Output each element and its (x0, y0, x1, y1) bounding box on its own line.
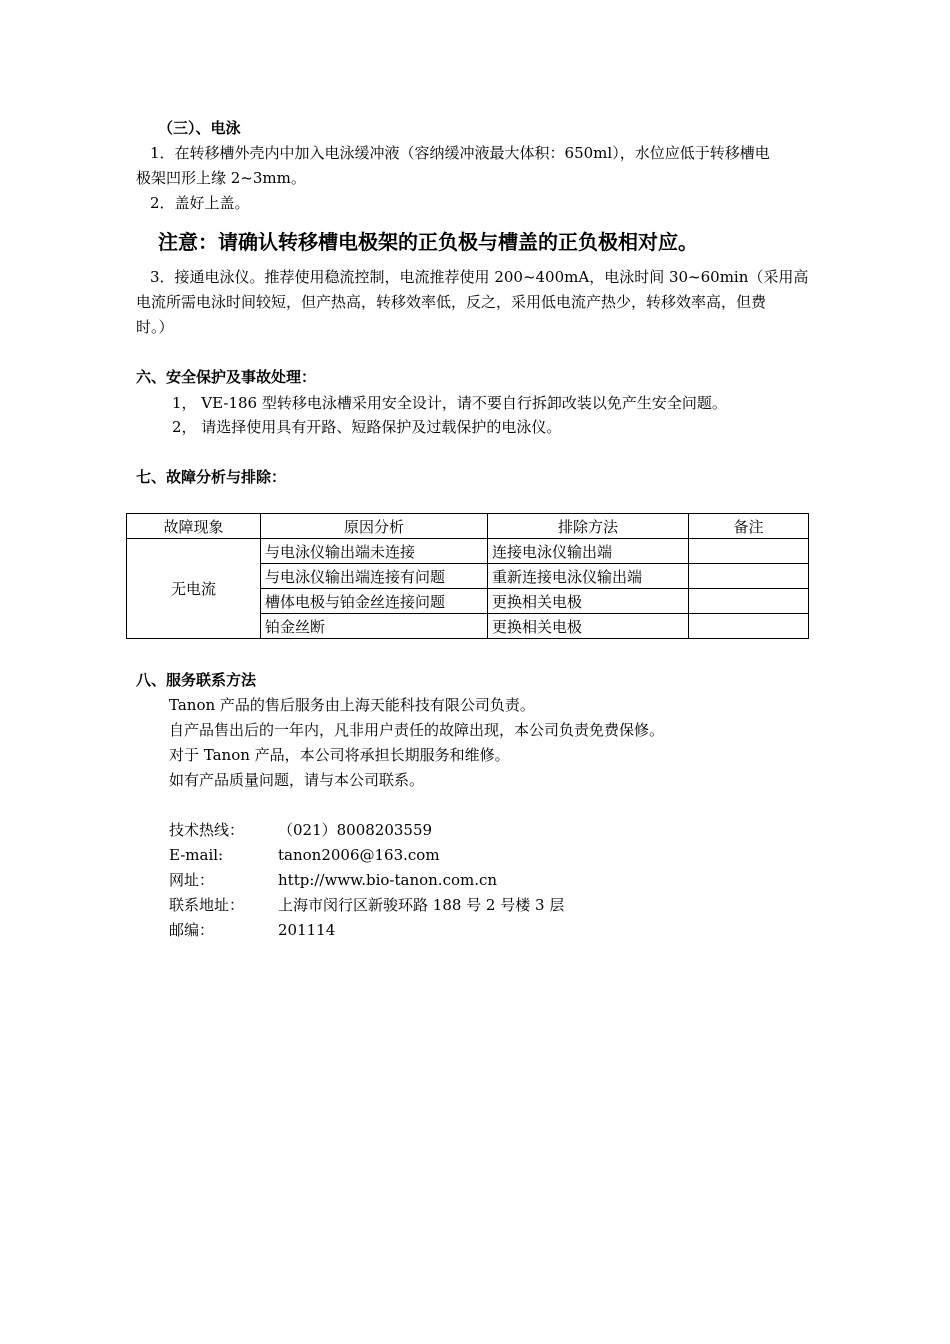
step-2: 2．盖好上盖。 (150, 194, 250, 212)
fix-cell: 重新连接电泳仪输出端 (488, 564, 689, 589)
header-cause: 原因分析 (261, 514, 488, 539)
fix-cell: 更换相关电极 (488, 589, 689, 614)
step-3-line-2: 电流所需电泳时间较短，但产热高，转移效率低，反之，采用低电流产热少，转移效率高，但费 (136, 293, 767, 311)
section-safety-title: 六、安全保护及事故处理： (136, 368, 317, 386)
header-symptom: 故障现象 (127, 514, 261, 539)
note-cell (689, 614, 809, 639)
postcode-value: 201114 (278, 921, 336, 939)
section-electrophoresis-title: （三）、电泳 (158, 119, 241, 137)
step-1-line-1: 1．在转移槽外壳内中加入电泳缓冲液（容纳缓冲液最大体积：650ml），水位应低于转移槽电 (150, 144, 770, 162)
email-label: E-mail: (169, 846, 224, 864)
note-cell (689, 589, 809, 614)
note-cell (689, 539, 809, 564)
section-troubleshooting-title: 七、故障分析与排除： (136, 468, 287, 486)
header-fix: 排除方法 (488, 514, 689, 539)
cause-cell: 与电泳仪输出端连接有问题 (261, 564, 488, 589)
website-value[interactable]: http://www.bio-tanon.com.cn (278, 871, 498, 889)
service-line-2: 自产品售出后的一年内，凡非用户责任的故障出现，本公司负责免费保修。 (169, 721, 665, 739)
troubleshooting-table (126, 513, 809, 639)
step-1-line-2: 极架凹形上缘 2~3mm。 (136, 169, 306, 187)
fix-cell: 更换相关电极 (488, 614, 689, 639)
table-header-row (127, 514, 809, 539)
postcode-label: 邮编： (169, 921, 215, 939)
cause-cell: 槽体电极与铂金丝连接问题 (261, 589, 488, 614)
email-value[interactable]: tanon2006@163.com (278, 846, 440, 864)
symptom-cell: 无电流 (127, 539, 261, 639)
header-note: 备注 (689, 514, 809, 539)
hotline-value: （021）8008203559 (278, 821, 433, 839)
step-3-line-3: 时。） (136, 318, 174, 336)
section-service-title: 八、服务联系方法 (136, 671, 257, 689)
website-label: 网址： (169, 871, 215, 889)
step-3-line-1: 3．接通电泳仪。推荐使用稳流控制，电流推荐使用 200~400mA，电泳时间 30~60min（采用高 (150, 268, 809, 286)
service-line-1: Tanon 产品的售后服务由上海天能科技有限公司负责。 (169, 696, 535, 714)
service-line-4: 如有产品质量问题，请与本公司联系。 (169, 771, 425, 789)
fix-cell: 连接电泳仪输出端 (488, 539, 689, 564)
note-cell (689, 564, 809, 589)
cause-cell: 与电泳仪输出端未连接 (261, 539, 488, 564)
cause-cell: 铂金丝断 (261, 614, 488, 639)
service-line-3: 对于 Tanon 产品，本公司将承担长期服务和维修。 (169, 746, 510, 764)
polarity-notice: 注意：请确认转移槽电极架的正负极与槽盖的正负极相对应。 (158, 230, 698, 254)
safety-item-1: 1， VE-186 型转移电泳槽采用安全设计，请不要自行拆卸改装以免产生安全问题。 (172, 394, 727, 412)
address-value: 上海市闵行区新骏环路 188 号 2 号楼 3 层 (278, 896, 565, 914)
safety-item-2: 2， 请选择使用具有开路、短路保护及过载保护的电泳仪。 (172, 418, 562, 436)
address-label: 联系地址： (169, 896, 245, 914)
hotline-label: 技术热线： (169, 821, 245, 839)
table-row (127, 539, 809, 564)
